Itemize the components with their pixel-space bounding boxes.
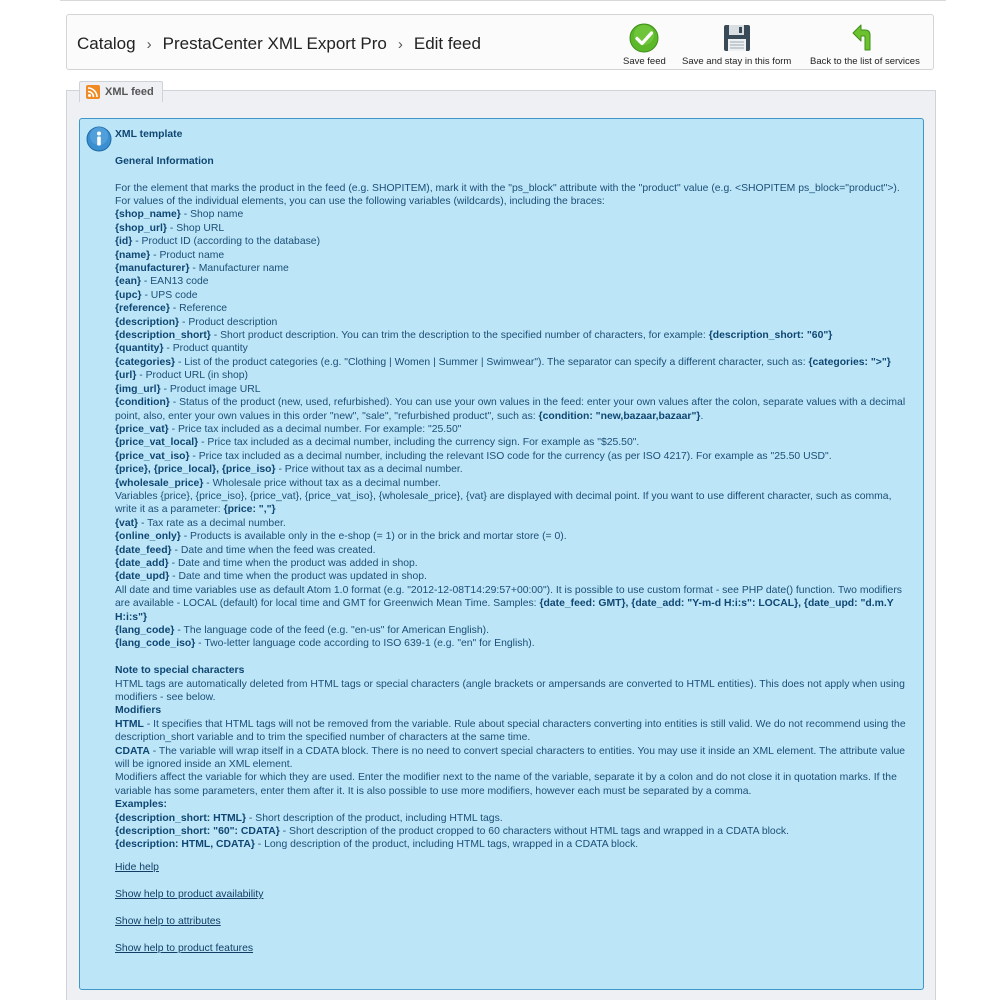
save-and-stay-button[interactable] (682, 23, 791, 67)
variable-item: {price}, {price_local}, {price_iso} - Price without tax as a decimal number. (115, 464, 463, 476)
show-help-attributes-link[interactable]: Show help to attributes (115, 915, 221, 927)
breadcrumb-module[interactable]: PrestaCenter XML Export Pro (162, 34, 387, 53)
variable-item: {price_vat_iso} - Price tax included as a decimal number, including the relevant ISO code for the currency (as per ISO 4217). For example as "25.50 USD". (115, 450, 832, 462)
variable-item: {shop_name} - Shop name (115, 209, 244, 221)
variable-item: {shop_url} - Shop URL (115, 222, 225, 234)
variable-item: {name} - Product name (115, 249, 225, 261)
save-feed-label: Save feed (623, 56, 666, 67)
save-and-stay-label: Save and stay in this form (682, 56, 792, 67)
variable-item: {categories} - List of the product categories (e.g. "Clothing | Women | Summer | Swimwear"). The separator can specify a different character, such as: {categories: ">"} (115, 356, 891, 368)
variable-item: {date_upd} - Date and time when the product was updated in shop. (115, 571, 427, 583)
variable-item: {upc} - UPS code (115, 289, 198, 301)
variable-item: {lang_code_iso} - Two-letter language code according to ISO 639-1 (e.g. "en" for English). (115, 638, 535, 650)
modifiers-heading: Modifiers (115, 705, 162, 717)
hide-help-link[interactable]: Hide help (115, 861, 159, 873)
variable-item: {description_short} - Short product description. You can trim the description to the specified number of characters, for example: {description_short: "60"} (115, 330, 833, 342)
variables-list-3 (115, 624, 910, 651)
modifiers-note: Modifiers affect the variable for which they are used. Enter the modifier next to the name of the variable, separate it by a colon and do not close it in quotation marks. If the variable has some parameters, enter them after it. It is also possible to use more modifiers, however each must be separated by a comma. (115, 772, 897, 797)
examples-list (115, 812, 910, 852)
variable-item: {img_url} - Product image URL (115, 383, 261, 395)
save-feed-button[interactable] (623, 23, 666, 67)
variable-item: {description} - Product description (115, 316, 278, 328)
rss-icon (86, 85, 100, 99)
variable-item: {price_vat_local} - Price tax included as a decimal number, including the currency sign. For example as "$25.50". (115, 437, 640, 449)
date-note: All date and time variables use as default Atom 1.0 format (e.g. "2012-12-08T14:29:57+00:00"). It is possible to use custom format - see PHP date() function. Two modifiers are available - LOCAL (default) for local time and GMT for Greenwich Mean Time. Samples: {date_feed: GMT}, {date_add: "Y-m-d H:i:s": LOCAL}, {date_upd: "d.m.Y H:i:s"} (115, 584, 902, 623)
variable-item: {quantity} - Product quantity (115, 343, 248, 355)
breadcrumb (77, 34, 481, 54)
back-arrow-icon (850, 23, 880, 53)
variable-item: {id} - Product ID (according to the database) (115, 236, 321, 248)
special-characters-heading: Note to special characters (115, 665, 245, 677)
back-to-list-button[interactable] (810, 23, 920, 67)
modifier-html: HTML - It specifies that HTML tags will not be removed from the variable. Rule about special characters converting into entities is still valid. We do not recommend using the description_short variable and to trim the specified number of characters at the same time. (115, 718, 906, 744)
variable-item: {description_short: HTML} - Short description of the product, including HTML tags. (115, 812, 503, 824)
variable-item: {description: HTML, CDATA} - Long description of the product, including HTML tags, wrapped in a CDATA block. (115, 839, 639, 851)
breadcrumb-separator: › (146, 36, 152, 53)
variable-item: {vat} - Tax rate as a decimal number. (115, 517, 286, 529)
show-help-features-link[interactable]: Show help to product features (115, 942, 254, 954)
intro-text-1: For the element that marks the product in the feed (e.g. SHOPITEM), mark it with the "ps_block" attribute with the "product" value (e.g. <SHOPITEM ps_block="product">). (115, 182, 900, 194)
examples-heading: Examples: (115, 799, 167, 811)
variable-item: {price_vat} - Price tax included as a decimal number. For example: "25.50" (115, 423, 462, 435)
info-icon (86, 126, 112, 152)
variable-item: {description_short: "60": CDATA} - Short description of the product cropped to 60 characters without HTML tags and wrapped in a CDATA block. (115, 826, 789, 838)
help-info-box (79, 118, 924, 990)
modifier-cdata: CDATA - The variable will wrap itself in a CDATA block. There is no need to convert special characters to entities. You may use it inside an XML element. The attribute value will be ignored inside an XML element. (115, 745, 906, 771)
top-divider (60, 0, 946, 1)
variable-item: {lang_code} - The language code of the feed (e.g. "en-us" for American English). (115, 625, 489, 636)
breadcrumb-separator: › (397, 36, 403, 53)
variable-item: {online_only} - Products is available only in the e-shop (= 1) or in the brick and mortar store (= 0). (115, 531, 567, 543)
page-header (66, 14, 934, 70)
variables-list-2 (115, 517, 910, 584)
variable-item: {manufacturer} - Manufacturer name (115, 263, 289, 275)
floppy-disk-icon (722, 23, 752, 53)
variable-item: {reference} - Reference (115, 303, 228, 315)
help-title: XML template (115, 129, 183, 140)
variables-list (115, 208, 910, 490)
variable-item: {date_add} - Date and time when the product was added in shop. (115, 557, 418, 569)
tab-xml-feed[interactable] (79, 81, 163, 102)
breadcrumb-current: Edit feed (413, 34, 481, 53)
variables-note: Variables {price}, {price_iso}, {price_vat}, {price_vat_iso}, {wholesale_price}, {vat} are displayed with decimal point. If you want to use different character, such as comma, write it as a parameter: {price: ","} (115, 490, 892, 516)
special-characters-text: HTML tags are automatically deleted from HTML tags or special characters (angle brackets or ampersands are converted to HTML entities). This does not apply when using modifiers - see below. (115, 678, 905, 704)
variable-item: {condition} - Status of the product (new, used, refurbished). You can use your own values in the feed: enter your own values after the colon, separate values with a decimal point, also, enter your own values in this order "new", "sale", "refurbished product", such as: {condition: "new,bazaar,bazaar"}. (115, 397, 906, 422)
general-heading: General Information (115, 155, 214, 167)
tab-xml-feed-label: XML feed (105, 86, 154, 98)
back-to-list-label: Back to the list of services (810, 56, 920, 67)
variable-item: {wholesale_price} - Wholesale price without tax as a decimal number. (115, 477, 441, 489)
save-check-icon (629, 23, 659, 53)
help-content (115, 128, 910, 969)
breadcrumb-catalog[interactable]: Catalog (77, 34, 136, 53)
variable-item: {date_feed} - Date and time when the feed was created. (115, 544, 376, 556)
variable-item: {ean} - EAN13 code (115, 276, 209, 288)
intro-text-2: For values of the individual elements, you can use the following variables (wildcards), including the braces: (115, 196, 605, 207)
variable-item: {url} - Product URL (in shop) (115, 370, 249, 382)
show-help-availability-link[interactable]: Show help to product availability (115, 888, 264, 900)
